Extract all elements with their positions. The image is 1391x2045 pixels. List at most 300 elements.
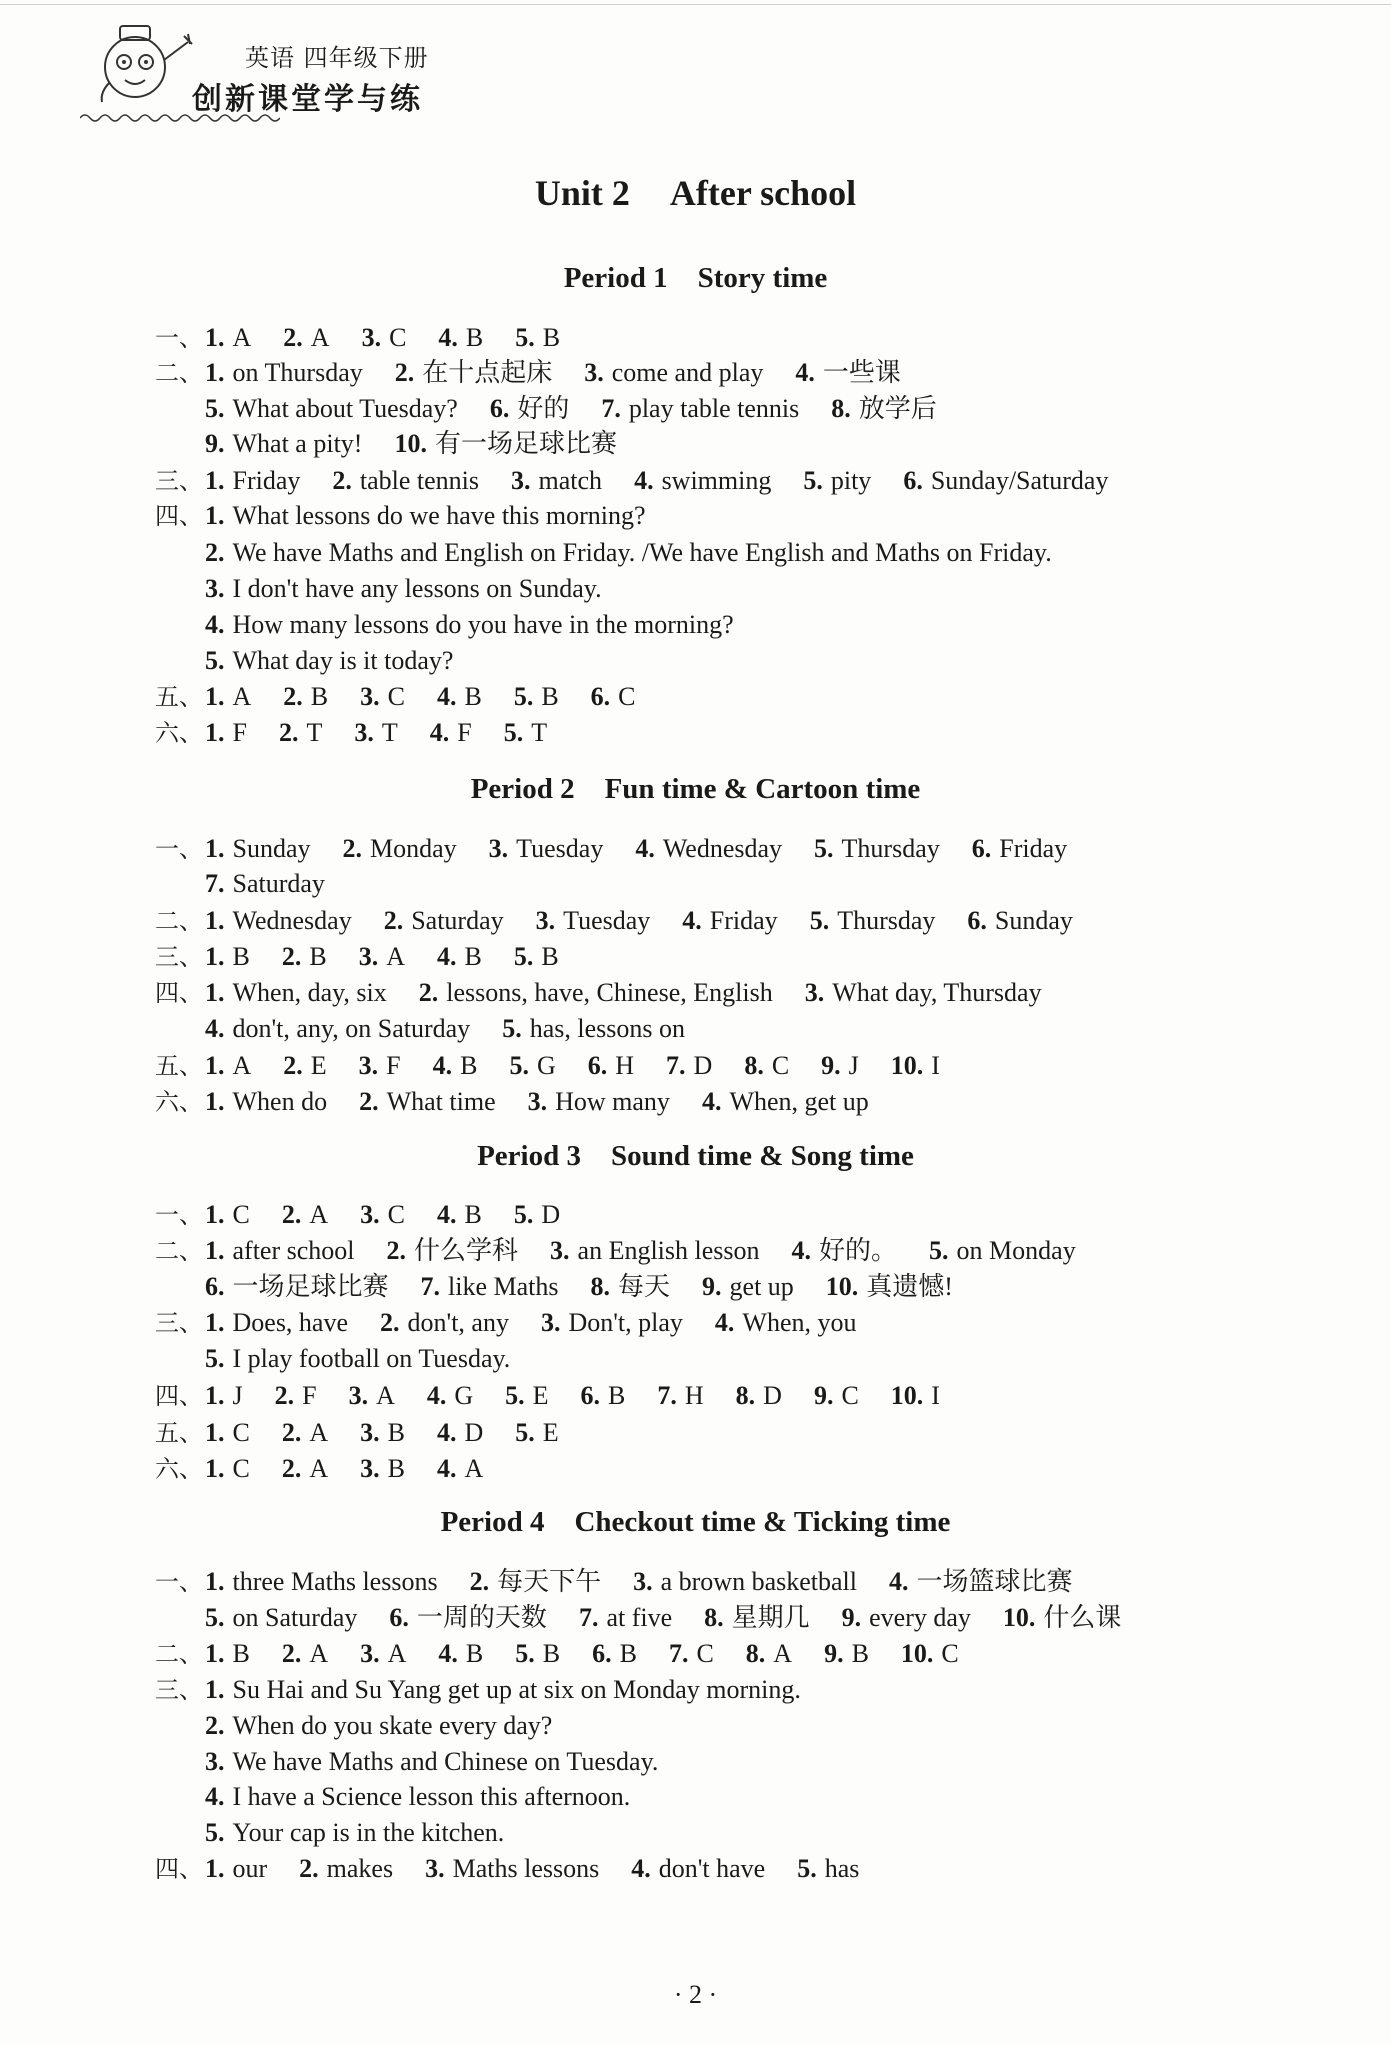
period-label: Period 2 (470, 773, 575, 805)
answer-item (504, 718, 547, 747)
item-answer: 什么学科 (414, 1236, 519, 1265)
item-number: 9. (821, 1051, 841, 1080)
item-number: 8. (704, 1603, 724, 1632)
item-number: 4. (795, 358, 815, 387)
section-marker: 一、 (155, 1568, 203, 1596)
item-number: 3. (354, 718, 374, 747)
item-answer: T (381, 718, 398, 747)
item-number: 2. (205, 1711, 225, 1740)
unit-name: After school (669, 173, 857, 213)
item-answer: C (387, 1200, 405, 1229)
item-answer: B (542, 1639, 561, 1668)
item-answer: 真遗憾! (866, 1272, 953, 1301)
item-number: 3. (540, 1308, 561, 1337)
answer-item (205, 1747, 658, 1776)
answer-item (511, 466, 602, 495)
item-number: 6. (903, 466, 923, 495)
answer-item (205, 682, 251, 711)
answer-item (359, 942, 405, 971)
item-answer: When, day, six (232, 978, 387, 1007)
answer-items (205, 1638, 991, 1670)
item-answer: I have a Science lesson this afternoon. (232, 1782, 631, 1811)
item-number: 5. (205, 646, 225, 675)
item-answer: don't, any, on Saturday (232, 1014, 471, 1043)
item-number: 1. (205, 1200, 225, 1229)
item-answer: A (464, 1454, 484, 1483)
item-answer: E (532, 1381, 549, 1410)
unit-number: Unit 2 (534, 173, 630, 213)
item-number: 1. (205, 1854, 225, 1883)
item-answer: our (232, 1854, 268, 1883)
item-answer: 好的 (517, 394, 570, 423)
item-answer: Does, have (232, 1308, 349, 1337)
period-name: Checkout time & Ticking time (574, 1506, 951, 1538)
answer-item (514, 682, 559, 711)
answer-items (205, 1710, 584, 1742)
item-answer: Tuesday (563, 906, 651, 935)
answer-item (283, 323, 329, 352)
answer-item (360, 1454, 405, 1483)
item-number: 4. (426, 1381, 447, 1410)
item-answer: Monday (370, 834, 457, 863)
answer-item (889, 1567, 1073, 1596)
answer-items (205, 1199, 592, 1231)
item-number: 7. (601, 394, 621, 423)
item-number: 9. (824, 1639, 844, 1668)
answer-item (715, 1308, 857, 1337)
answer-item (430, 718, 472, 747)
answer-item (702, 1272, 794, 1301)
top-edge-line (0, 4, 1391, 5)
page-header (80, 12, 460, 122)
item-number: 3. (358, 942, 379, 971)
item-number: 5. (929, 1236, 949, 1265)
item-answer: Saturday (232, 869, 325, 898)
answer-item (584, 358, 763, 387)
item-answer: play table tennis (628, 394, 800, 423)
item-number: 4. (889, 1567, 909, 1596)
item-answer: B (608, 1381, 626, 1410)
item-number: 1. (205, 834, 225, 863)
item-number: 3. (358, 1051, 379, 1080)
item-answer: A (386, 942, 405, 971)
item-answer: What lessons do we have this morning? (232, 501, 646, 530)
item-answer: J (232, 1381, 243, 1410)
item-number: 1. (205, 1418, 225, 1447)
item-answer: I (931, 1381, 940, 1410)
section-marker: 四、 (155, 1855, 203, 1883)
item-answer: A (309, 1639, 329, 1668)
item-number: 9. (813, 1381, 834, 1410)
answer-item (891, 1381, 940, 1410)
item-answer: Maths lessons (452, 1854, 600, 1883)
answer-items (205, 1271, 985, 1303)
answer-item (299, 1854, 393, 1883)
item-number: 2. (205, 538, 225, 567)
item-number: 3. (360, 682, 380, 711)
answer-item (283, 682, 328, 711)
answer-item (438, 1639, 483, 1668)
answer-item (354, 718, 397, 747)
answer-item (205, 429, 362, 458)
answer-item (359, 1087, 496, 1116)
item-answer: What time (386, 1087, 496, 1116)
item-number: 6. (205, 1272, 225, 1301)
answer-items (205, 465, 1140, 497)
answer-items (205, 1307, 889, 1339)
period-heading (0, 1140, 1391, 1173)
answer-item (205, 538, 1052, 567)
answer-items (205, 977, 1074, 1009)
item-number: 1. (205, 501, 225, 530)
answer-item (433, 1051, 478, 1080)
answer-items (205, 833, 1099, 865)
answer-item (205, 610, 734, 639)
period-heading (0, 773, 1391, 806)
answer-item (205, 323, 251, 352)
section-marker: 四、 (155, 979, 203, 1007)
answer-item (205, 1418, 250, 1447)
item-number: 4. (436, 1454, 457, 1483)
item-answer: B (464, 1200, 482, 1229)
item-answer: lessons, have, Chinese, English (446, 978, 773, 1007)
item-answer: 放学后 (858, 394, 937, 423)
answer-item (395, 358, 553, 387)
item-number: 5. (509, 1051, 529, 1080)
answer-items (205, 717, 579, 749)
item-answer: Thursday (841, 834, 940, 863)
item-answer: J (848, 1051, 859, 1080)
answer-items (205, 1417, 591, 1449)
item-answer: I play football on Tuesday. (232, 1344, 511, 1373)
answer-item (903, 466, 1108, 495)
item-number: 3. (633, 1567, 653, 1596)
item-answer: A (376, 1381, 395, 1410)
item-answer: Sunday/Saturday (930, 466, 1109, 495)
item-answer: G (454, 1381, 474, 1410)
item-number: 4. (682, 906, 702, 935)
item-number: 9. (702, 1272, 722, 1301)
item-answer: E (542, 1418, 559, 1447)
answer-item (972, 834, 1067, 863)
item-answer: 一场篮球比赛 (916, 1567, 1073, 1596)
item-number: 5. (205, 394, 225, 423)
item-number: 3. (360, 1454, 380, 1483)
answer-items (205, 1380, 972, 1412)
answer-item (282, 942, 327, 971)
answer-item (359, 1051, 401, 1080)
section-marker: 三、 (155, 943, 203, 971)
answer-item (205, 1381, 243, 1410)
period-heading (0, 1506, 1391, 1539)
item-answer: Wednesday (232, 906, 352, 935)
item-number: 1. (205, 1381, 225, 1410)
item-answer: Su Hai and Su Yang get up at six on Monday morning. (232, 1675, 801, 1704)
item-answer: D (464, 1418, 484, 1447)
answer-item (205, 869, 325, 898)
item-answer: Friday (999, 834, 1068, 863)
answer-item (746, 1639, 792, 1668)
answer-items (205, 1566, 1105, 1598)
item-number: 4. (714, 1308, 735, 1337)
item-number: 4. (436, 1200, 457, 1229)
answer-items (205, 681, 668, 713)
item-number: 2. (274, 1381, 295, 1410)
answer-item (205, 1711, 552, 1740)
item-number: 4. (791, 1236, 812, 1265)
item-answer: Thursday (837, 906, 936, 935)
answer-item (205, 574, 602, 603)
item-number: 4. (635, 834, 655, 863)
item-answer: 什么课 (1043, 1603, 1122, 1632)
item-answer: A (773, 1639, 793, 1668)
item-number: 2. (342, 834, 362, 863)
item-number: 5. (515, 1418, 535, 1447)
answer-items (205, 645, 485, 677)
item-number: 5. (515, 1639, 535, 1668)
item-number: 4. (438, 1639, 458, 1668)
section-marker: 二、 (155, 1640, 203, 1668)
item-number: 5. (814, 834, 834, 863)
answer-item (842, 1603, 971, 1632)
answer-item (509, 1051, 555, 1080)
item-number: 3. (361, 323, 382, 352)
item-number: 6. (967, 906, 987, 935)
answer-item (205, 1051, 251, 1080)
item-answer: C (387, 682, 405, 711)
item-number: 8. (745, 1639, 766, 1668)
item-answer: A (387, 1639, 407, 1668)
item-number: 4. (436, 942, 457, 971)
section-marker: 六、 (155, 1088, 203, 1116)
item-number: 1. (205, 978, 225, 1007)
item-answer: don't, any (407, 1308, 509, 1337)
item-answer: What about Tuesday? (232, 394, 458, 423)
item-number: 5. (513, 942, 534, 971)
item-answer: like Maths (448, 1272, 559, 1301)
item-number: 1. (205, 1639, 225, 1668)
item-number: 3. (360, 1418, 380, 1447)
item-number: 7. (668, 1639, 689, 1668)
item-answer: What day is it today? (232, 646, 454, 675)
answer-item (205, 1854, 267, 1883)
answer-items (205, 1086, 901, 1118)
answer-item (360, 1639, 406, 1668)
answer-items (205, 322, 592, 354)
item-number: 1. (205, 682, 225, 711)
item-answer: C (771, 1051, 790, 1080)
answer-items (205, 1602, 1153, 1634)
answer-item (821, 1051, 859, 1080)
item-number: 3. (804, 978, 825, 1007)
item-number: 4. (436, 1418, 457, 1447)
item-answer: When do you skate every day? (232, 1711, 553, 1740)
answer-item (387, 1236, 519, 1265)
answer-item (588, 1051, 634, 1080)
item-number: 2. (386, 1236, 407, 1265)
item-answer: We have Maths and Chinese on Tuesday. (232, 1747, 659, 1776)
item-number: 7. (205, 869, 225, 898)
section-marker: 一、 (155, 835, 203, 863)
answer-item (282, 1418, 328, 1447)
item-answer: every day (869, 1603, 971, 1632)
item-answer: on Thursday (232, 358, 363, 387)
answer-item (592, 1639, 637, 1668)
item-number: 1. (205, 1236, 225, 1265)
item-answer: A (232, 323, 252, 352)
answer-item (541, 1308, 683, 1337)
answer-item (901, 1639, 959, 1668)
answer-item (205, 1236, 355, 1265)
answer-item (814, 834, 940, 863)
item-number: 2. (283, 323, 303, 352)
answer-item (502, 1014, 685, 1043)
item-number: 1. (205, 718, 225, 747)
item-number: 3. (205, 1747, 225, 1776)
item-answer: C (232, 1200, 250, 1229)
item-number: 5. (513, 682, 534, 711)
answer-item (826, 1272, 953, 1301)
item-number: 4. (205, 1014, 225, 1043)
item-number: 5. (505, 1381, 525, 1410)
answer-item (514, 942, 559, 971)
period-label: Period 4 (440, 1506, 545, 1538)
item-number: 5. (205, 1818, 225, 1847)
page-number: · 2 · (673, 1980, 718, 2009)
item-answer: on Saturday (232, 1603, 358, 1632)
answer-item (380, 1308, 509, 1337)
item-answer: B (541, 682, 559, 711)
section-marker: 三、 (155, 467, 203, 495)
answer-item (205, 906, 352, 935)
item-answer: B (541, 942, 559, 971)
item-answer: B (310, 682, 329, 711)
item-answer: When, get up (729, 1087, 869, 1116)
answer-item (425, 1854, 599, 1883)
item-number: 5. (803, 466, 823, 495)
item-number: 4. (429, 718, 450, 747)
answer-item (437, 1454, 483, 1483)
answer-item (205, 1782, 630, 1811)
answer-items (205, 1013, 717, 1045)
item-number: 10. (825, 1272, 859, 1301)
answer-item (635, 834, 782, 863)
item-answer: A (232, 682, 252, 711)
item-number: 8. (735, 1381, 756, 1410)
wave-divider (80, 112, 280, 124)
answer-item (1003, 1603, 1122, 1632)
item-answer: D (693, 1051, 713, 1080)
item-answer: T (531, 718, 548, 747)
item-number: 2. (281, 1454, 302, 1483)
item-number: 4. (205, 1782, 225, 1811)
answer-item (205, 1308, 348, 1337)
answer-item (282, 1454, 328, 1483)
item-number: 7. (420, 1272, 441, 1301)
item-answer: don't have (658, 1854, 766, 1883)
section-marker: 三、 (155, 1309, 203, 1337)
answer-item (343, 834, 457, 863)
answer-items (205, 868, 357, 900)
answer-item (279, 718, 322, 747)
answer-item (205, 466, 300, 495)
item-number: 3. (527, 1087, 548, 1116)
item-number: 2. (299, 1854, 319, 1883)
answer-item (929, 1236, 1076, 1265)
answer-item (421, 1272, 559, 1301)
item-number: 2. (383, 906, 404, 935)
period-heading (0, 262, 1391, 295)
answer-items (205, 357, 933, 389)
item-number: 1. (205, 1308, 225, 1337)
item-number: 3. (348, 1381, 369, 1410)
item-number: 1. (205, 358, 225, 387)
answer-item (205, 978, 387, 1007)
item-number: 3. (584, 358, 604, 387)
item-number: 4. (205, 610, 225, 639)
answer-item (805, 978, 1042, 1007)
answer-item (205, 1344, 510, 1373)
answer-item (282, 1639, 328, 1668)
item-number: 1. (205, 906, 225, 935)
item-answer: 一些课 (822, 358, 901, 387)
item-answer: Sunday (994, 906, 1073, 935)
item-number: 7. (666, 1051, 686, 1080)
section-marker: 一、 (155, 324, 203, 352)
answer-item (634, 466, 771, 495)
item-answer: Saturday (411, 906, 504, 935)
item-number: 4. (436, 682, 457, 711)
item-answer: Your cap is in the kitchen. (232, 1818, 505, 1847)
item-number: 7. (578, 1603, 599, 1632)
answer-item (419, 978, 773, 1007)
answer-item (666, 1051, 712, 1080)
period-name: Sound time & Song time (610, 1140, 914, 1172)
answer-item (205, 646, 453, 675)
answer-items (205, 1050, 972, 1082)
item-answer: H (684, 1381, 704, 1410)
item-answer: We have Maths and English on Friday. /We have English and Maths on Friday. (232, 538, 1052, 567)
item-answer: What a pity! (232, 429, 363, 458)
item-answer: D (541, 1200, 561, 1229)
item-answer: F (302, 1381, 317, 1410)
answer-item (205, 1087, 327, 1116)
period-name: Story time (697, 262, 828, 294)
item-number: 10. (900, 1639, 934, 1668)
answer-item (490, 394, 570, 423)
answer-items (205, 1746, 690, 1778)
item-answer: 一周的天数 (416, 1603, 547, 1632)
item-number: 3. (550, 1236, 570, 1265)
item-answer: When do (232, 1087, 328, 1116)
answer-item (384, 906, 504, 935)
item-answer: Friday (232, 466, 301, 495)
item-answer: F (386, 1051, 401, 1080)
item-number: 8. (590, 1272, 611, 1301)
item-answer: table tennis (359, 466, 480, 495)
item-answer: A (310, 323, 330, 352)
answer-item (470, 1567, 602, 1596)
answer-item (682, 906, 777, 935)
item-answer: Wednesday (662, 834, 783, 863)
item-number: 2. (380, 1308, 400, 1337)
item-answer: B (464, 682, 482, 711)
section-marker: 四、 (155, 502, 203, 530)
section-marker: 五、 (155, 1052, 203, 1080)
period-label: Period 1 (563, 262, 668, 294)
section-marker: 二、 (155, 907, 203, 935)
answer-item (427, 1381, 473, 1410)
